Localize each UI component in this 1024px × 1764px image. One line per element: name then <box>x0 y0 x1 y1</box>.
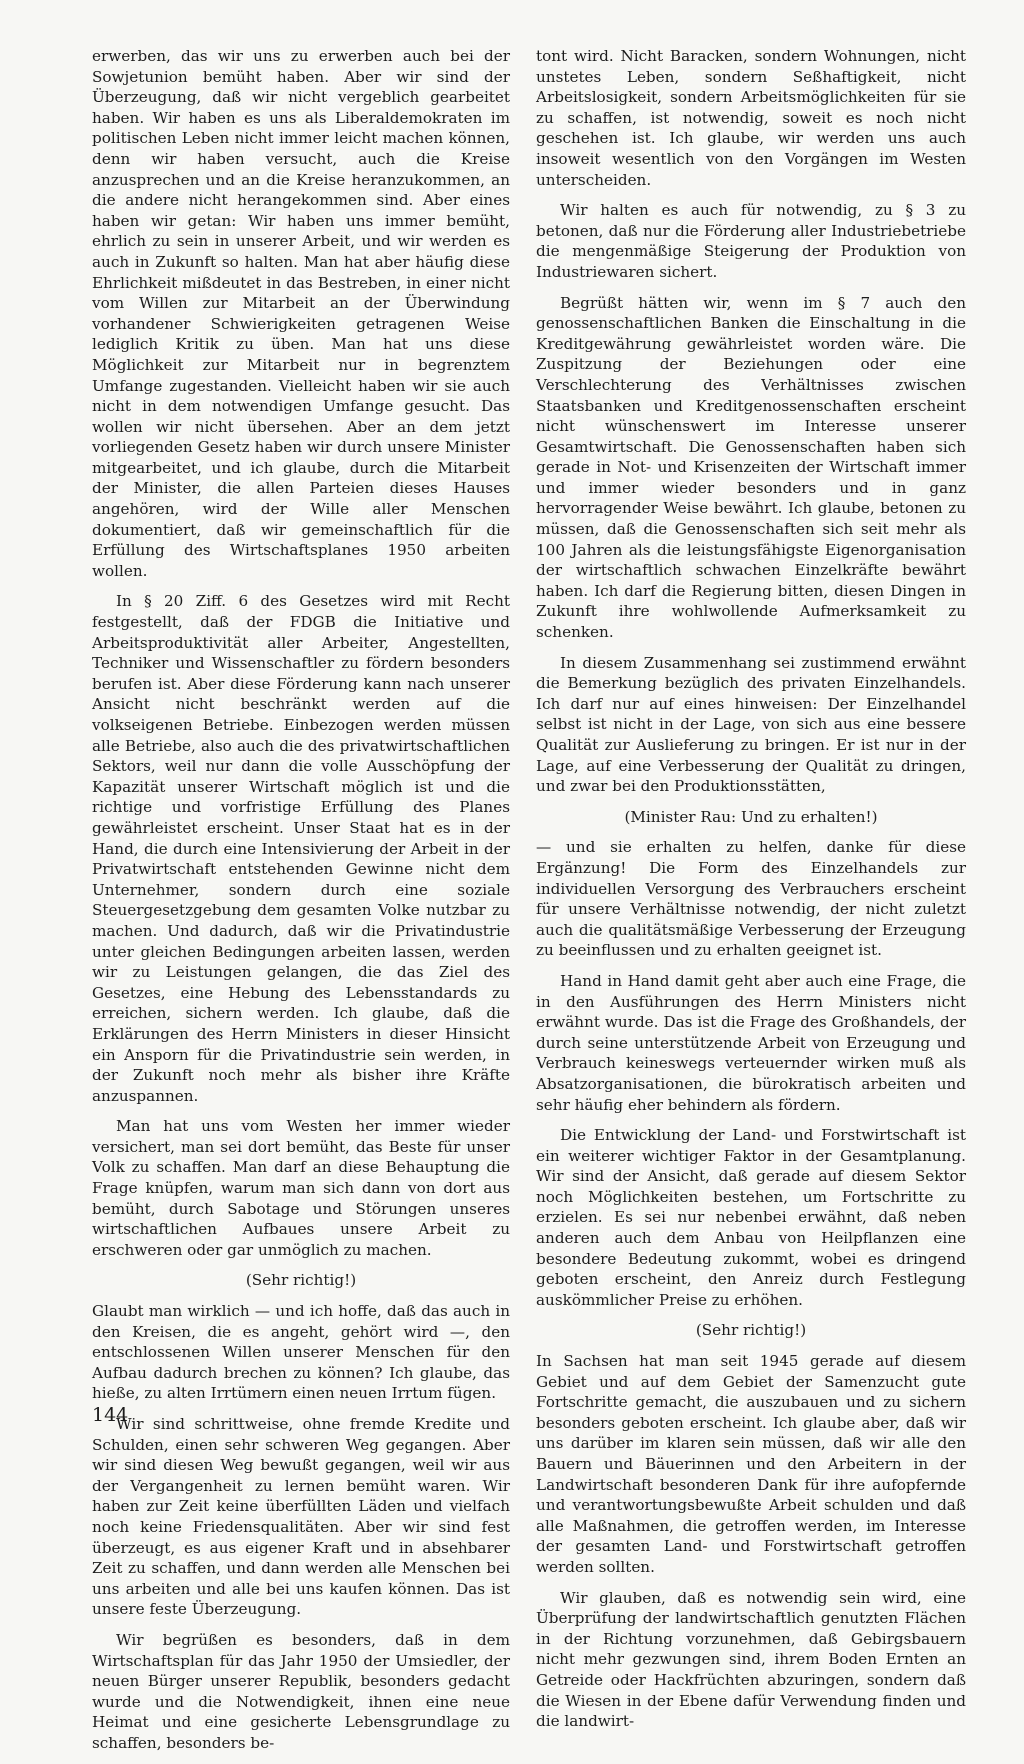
paragraph: In § 20 Ziff. 6 des Gesetzes wird mit Recht festgestellt, daß der FDGB die Initiative und Arbeitsproduktivität aller Arbeiter, Angestellten, Techniker und Wissenschaftler zu fördern besonders berufen ist. Aber diese Förderung kann nach unserer Ansicht nicht beschränkt werden auf die volkseigenen Betriebe. Einbezogen werden müssen alle Betriebe, also auch die des privatwirtschaftlichen Sektors, weil nur dann die volle Ausschöpfung der Kapazität unserer Wirtschaft möglich ist und die richtige und vorfristige Erfüllung des Planes gewährleistet erscheint. Unser Staat hat es in der Hand, die durch eine Intensivierung der Arbeit in der Privatwirtschaft entstehenden Gewinne nicht dem Unternehmer, sondern durch eine soziale Steuergesetzgebung dem gesamten Volke nutzbar zu machen. Und dadurch, daß wir die Privatindustrie unter gleichen Bedingungen arbeiten lassen, werden wir zu Leistungen gelangen, die das Ziel des Gesetzes, eine Hebung des Lebensstandards zu erreichen, sichern werden. Ich glaube, daß die Erklärungen des Herrn Ministers in dieser Hinsicht ein Ansporn für die Privatindustrie sein werden, in der Zukunft noch mehr als bisher ihre Kräfte anzuspannen. <box>92 592 510 1105</box>
paragraph: Glaubt man wirklich — und ich hoffe, daß das auch in den Kreisen, die es angeht, gehört wird —, den entschlossenen Willen unserer Menschen für den Aufbau dadurch brechen zu können? Ich glaube, das hieße, zu alten Irrtümern einen neuen Irrtum fügen. <box>92 1302 510 1403</box>
interjection: (Minister Rau: Und zu erhalten!) <box>624 807 878 826</box>
paragraph: tont wird. Nicht Baracken, sondern Wohnungen, nicht unstetes Leben, sondern Seßhaftigkeit, nicht Arbeitslosigkeit, sondern Arbeitsmöglichkeiten für sie zu schaffen, ist notwendig, soweit es noch nicht geschehen ist. Ich glaube, wir werden uns auch insoweit wesentlich von den Vorgängen im Westen unterscheiden. <box>536 47 966 189</box>
paragraph: Wir halten es auch für notwendig, zu § 3 zu betonen, daß nur die Förderung aller Industriebetriebe die mengenmäßige Steigerung der Produktion von Industriewaren sichert. <box>536 201 966 281</box>
paragraph: Wir sind schrittweise, ohne fremde Kredite und Schulden, einen sehr schweren Weg gegangen. Aber wir sind diesen Weg bewußt gegangen, weil wir aus der Vergangenheit zu lernen bemüht waren. Wir haben zur Zeit keine überfüllten Läden und vielfach noch keine Friedensqualitäten. Aber wir sind fest überzeugt, es aus eigener Kraft und in absehbarer Zeit zu schaffen, und dann werden alle Menschen bei uns arbeiten und alle bei uns kaufen können. Das ist unsere feste Überzeugung. <box>92 1415 510 1619</box>
left-column <box>92 46 510 1764</box>
paragraph: In diesem Zusammenhang sei zustimmend erwähnt die Bemerkung bezüglich des privaten Einzelhandels. Ich darf nur auf eines hinweisen: Der Einzelhandel selbst ist nicht in der Lage, von sich aus eine bessere Qualität zur Auslieferung zu bringen. Er ist nur in der Lage, auf eine Verbesserung der Qualität zu dringen, und zwar bei den Produktionsstätten, <box>536 653 966 796</box>
paragraph: In Sachsen hat man seit 1945 gerade auf diesem Gebiet und auf dem Gebiet der Samenzucht gute Fortschritte gemacht, die auszubauen und zu sichern besonders geboten erscheint. Ich glaube aber, daß wir uns darüber im klaren sein müssen, daß wir alle den Bauern und Bäuerinnen und den Arbeitern in der Landwirtschaft besonderen Dank für ihre aufopfernde und verantwortungsbewußte Arbeit schulden und daß alle Maßnahmen, die getroffen werden, im Interesse der gesamten Land- und Forstwirtschaft getroffen werden sollten. <box>536 1352 966 1576</box>
page-number: 144 <box>92 1404 129 1426</box>
interjection: (Sehr richtig!) <box>695 1321 807 1340</box>
paragraph: Die Entwicklung der Land- und Forstwirtschaft ist ein weiterer wichtiger Faktor in der Gesamtplanung. Wir sind der Ansicht, daß gerade auf diesem Sektor noch Möglichkeiten bestehen, um Fortschritte zu erzielen. Es sei nur nebenbei erwähnt, daß neben anderen auch dem Anbau von Heilpflanzen eine besondere Bedeutung zukommt, wobei es dringend geboten erscheint, den Anreiz durch Festlegung auskömmlicher Preise zu erhöhen. <box>536 1126 966 1309</box>
paragraph: Begrüßt hätten wir, wenn im § 7 auch den genossenschaftlichen Banken die Einschaltung in die Kreditgewährung gewährleistet worden wäre. Die Zuspitzung der Beziehungen oder eine Verschlechterung des Verhältnisses zwischen Staatsbanken und Kreditgenossenschaften erscheint nicht wünschenswert im Interesse unserer Gesamtwirtschaft. Die Genossenschaften haben sich gerade in Not- und Krisenzeiten der Wirtschaft immer und immer wieder besonders und in ganz hervorragender Weise bewährt. Ich glaube, betonen zu müssen, daß die Genossenschaften sich seit mehr als 100 Jahren als die leistungsfähigste Eigenorganisation der wirtschaftlich schwachen Einzelkräfte bewährt haben. Ich darf die Regierung bitten, diesen Dingen in Zukunft ihre wohlwollende Aufmerksamkeit zu schenken. <box>536 293 966 642</box>
paragraph: Wir glauben, daß es notwendig sein wird, eine Überprüfung der landwirtschaftlich genutzten Flächen in der Richtung vorzunehmen, daß Gebirgsbauern nicht mehr gezwungen sind, ihrem Boden Ernten an Getreide oder Hackfrüchten abzuringen, sondern daß die Wiesen in der Ebene dafür Verwendung finden und die landwirt- <box>536 1588 966 1731</box>
right-column <box>536 46 966 1742</box>
paragraph: — und sie erhalten zu helfen, danke für diese Ergänzung! Die Form des Einzelhandels zur individuellen Versorgung des Verbrauchers erscheint für unsere Verhältnisse notwendig, der nicht zuletzt auch die qualitätsmäßige Verbesserung der Erzeugung zu beeinflussen und zu erhalten geeignet ist. <box>536 838 966 960</box>
paragraph: Hand in Hand damit geht aber auch eine Frage, die in den Ausführungen des Herrn Ministers nicht erwähnt wurde. Das ist die Frage des Großhandels, der durch seine unterstützende Arbeit von Erzeugung und Verbrauch keineswegs verteuernder wirken muß als Absatzorganisationen, die bürokratisch arbeiten und sehr häufig eher behindern als fördern. <box>536 971 966 1114</box>
paragraph: Wir begrüßen es besonders, daß in dem Wirtschaftsplan für das Jahr 1950 der Umsiedler, der neuen Bürger unserer Republik, besonders gedacht wurde und die Notwendigkeit, ihnen eine neue Heimat und eine gesicherte Lebensgrundlage zu schaffen, besonders be- <box>92 1630 510 1752</box>
paragraph: Man hat uns vom Westen her immer wieder versichert, man sei dort bemüht, das Beste für unser Volk zu schaffen. Man darf an diese Behauptung die Frage knüpfen, warum man sich dann von dort aus bemüht, durch Sabotage und Störungen unseres wirtschaftlichen Aufbaues unsere Arbeit zu erschweren oder gar unmöglich zu machen. <box>92 1117 510 1259</box>
interjection: (Sehr richtig!) <box>245 1271 357 1290</box>
paragraph: erwerben, das wir uns zu erwerben auch bei der Sowjetunion bemüht haben. Aber wir sind der Überzeugung, daß wir nicht vergeblich gearbeitet haben. Wir haben es uns als Liberaldemokraten im politischen Leben nicht immer leicht machen können, denn wir haben versucht, auch die Kreise anzusprechen und an die Kreise heranzukommen, an die andere nicht herangekommen sind. Aber eines haben wir getan: Wir haben uns immer bemüht, ehrlich zu sein in unserer Arbeit, und wir werden es auch in Zukunft so halten. Man hat aber häufig diese Ehrlichkeit mißdeutet in das Bestreben, in einer nicht vom Willen zur Mitarbeit an der Überwindung vorhandener Schwierigkeiten getragenen Weise lediglich Kritik zu üben. Man hat uns diese Möglichkeit zur Mitarbeit nur in begrenztem Umfange zugestanden. Vielleicht haben wir sie auch nicht in dem notwendigen Umfange gesucht. Das wollen wir nicht übersehen. Aber an dem jetzt vorliegenden Gesetz haben wir durch unsere Minister mitgearbeitet, und ich glaube, durch die Mitarbeit der Minister, die allen Parteien dieses Hauses angehören, wird der Wille aller Menschen dokumentiert, daß wir gemeinschaftlich für die Erfüllung des Wirtschaftsplanes 1950 arbeiten wollen. <box>92 47 510 580</box>
